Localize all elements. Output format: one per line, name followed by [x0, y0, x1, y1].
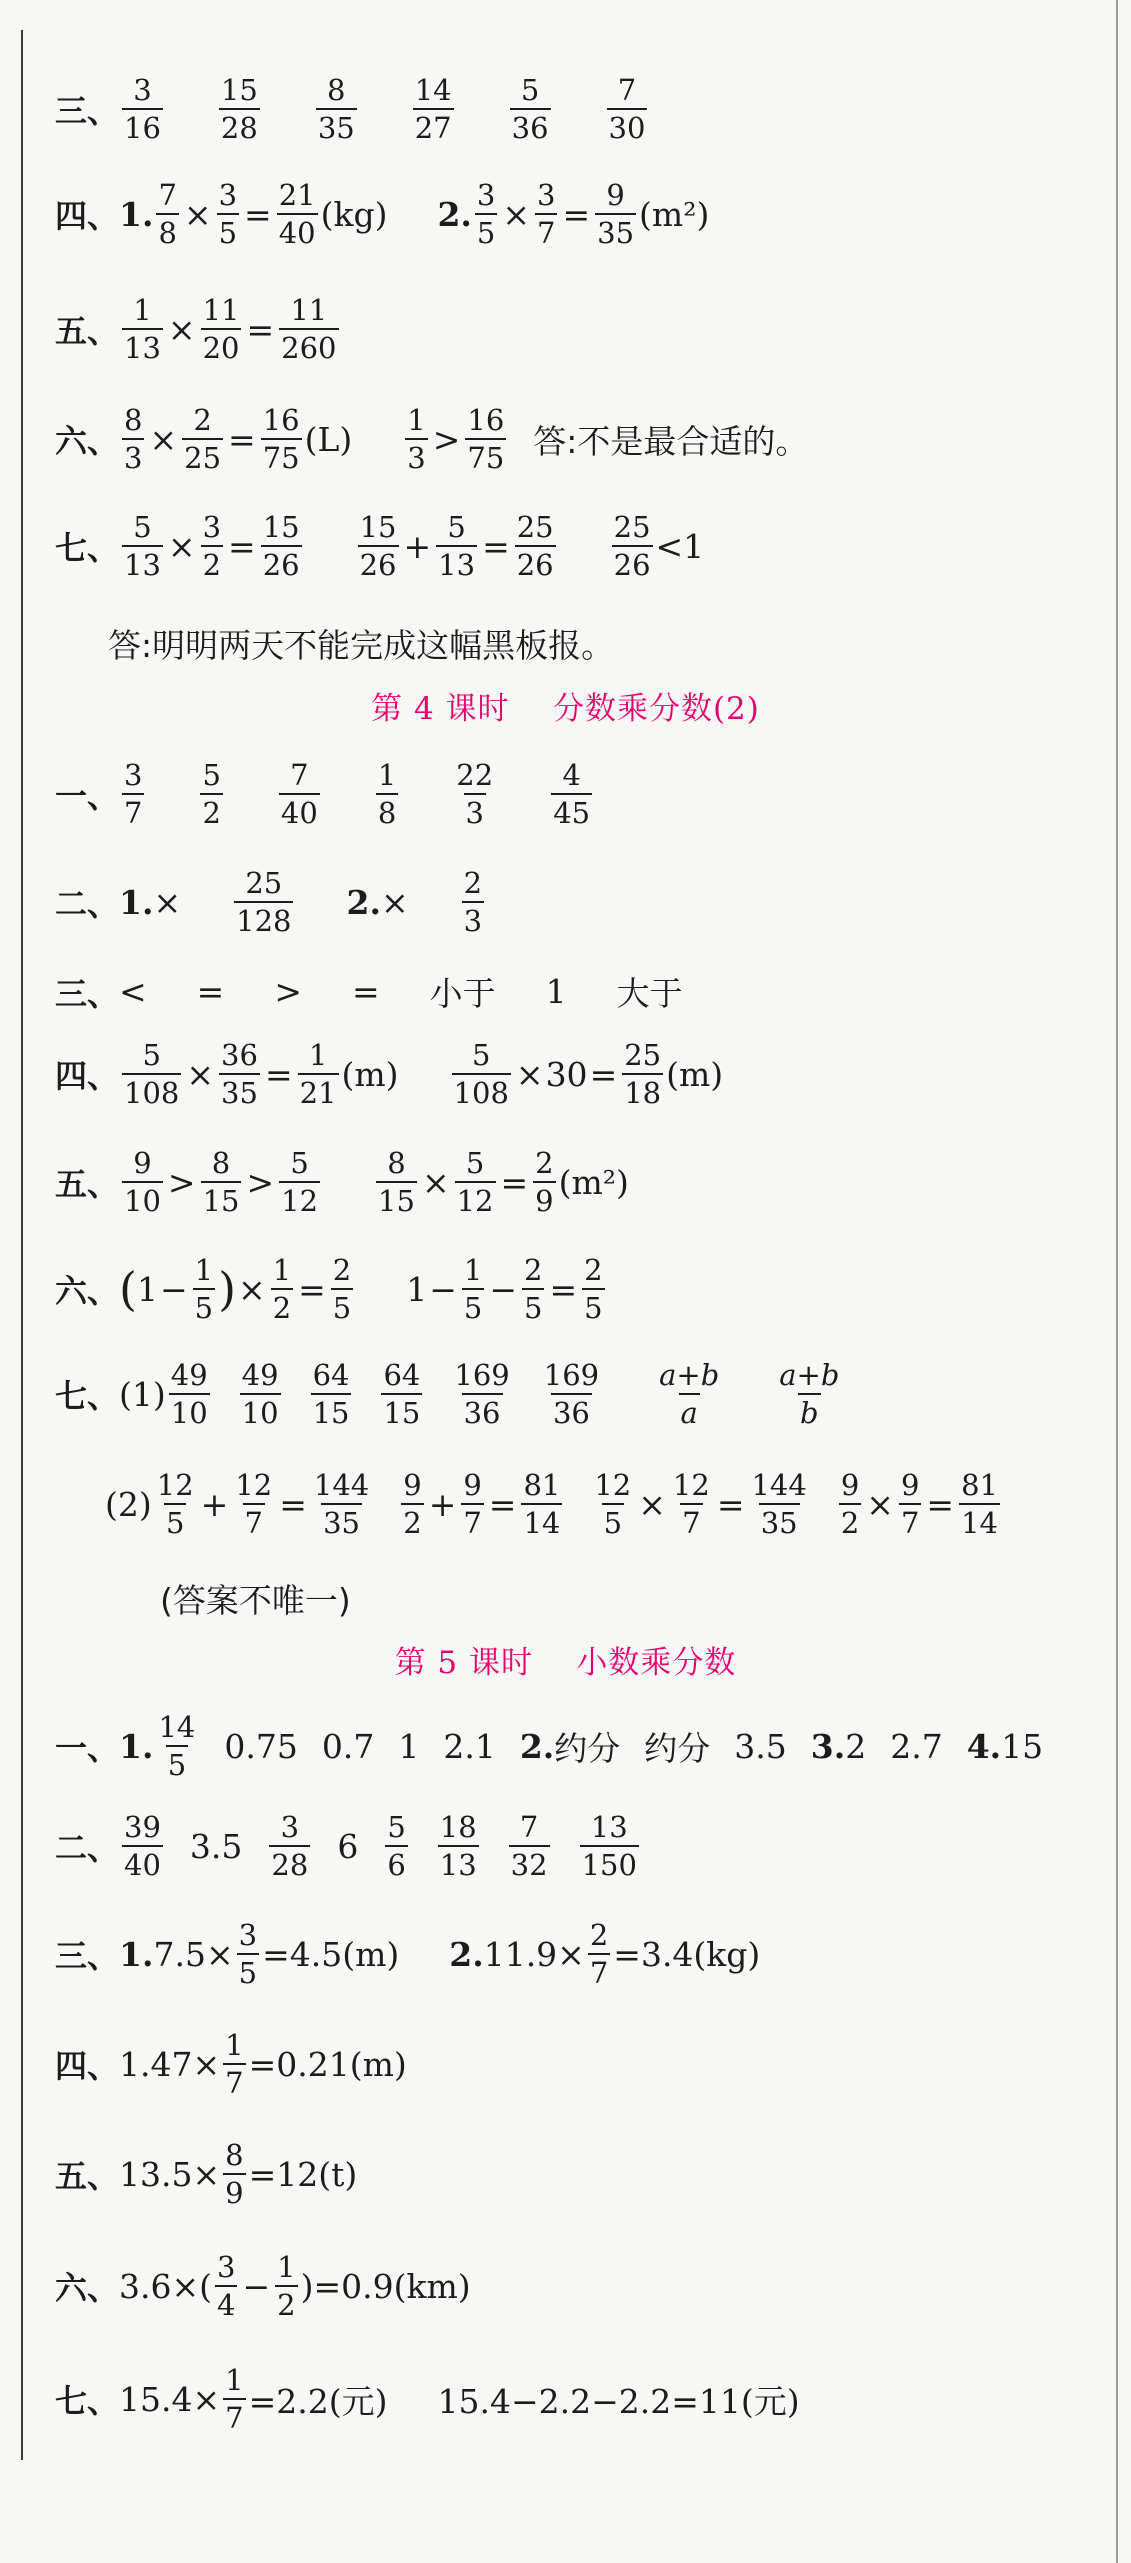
- fraction: $\frac{12}{7}$: [672, 1468, 710, 1541]
- fraction: $\frac{5}{13}$: [438, 510, 476, 583]
- fraction: $\frac{a+b}{b}$: [779, 1358, 840, 1431]
- fraction: $\frac{5}{6}$: [387, 1810, 406, 1883]
- section-label: 七、: [55, 2382, 120, 2421]
- fraction: $\frac{3}{16}$: [124, 73, 161, 146]
- l5-line-4: 四、 1.47× $\frac{1}{7}$ =0.21(m): [55, 2028, 407, 2101]
- section-label: 五、: [55, 1165, 120, 1204]
- fraction: $\frac{1}{13}$: [124, 293, 161, 366]
- fraction: $\frac{8}{15}$: [202, 1146, 240, 1219]
- problem-number: 1.: [119, 1726, 154, 1766]
- fraction: $\frac{64}{15}$: [312, 1358, 350, 1431]
- fraction: $\frac{81}{14}$: [523, 1468, 561, 1541]
- sub-number: (1): [119, 1374, 166, 1414]
- fraction: $\frac{12}{7}$: [235, 1468, 273, 1541]
- section-label: 六、: [55, 1272, 120, 1311]
- fraction: $\frac{25}{18}$: [624, 1038, 662, 1111]
- fraction: $\frac{18}{13}$: [439, 1810, 477, 1883]
- fraction: $\frac{3}{4}$: [217, 2250, 236, 2323]
- l5-line-5: 五、 13.5× $\frac{8}{9}$ =12(t): [55, 2138, 358, 2211]
- fraction: $\frac{5}{2}$: [202, 758, 221, 831]
- section-label: 七、: [55, 1377, 120, 1416]
- fraction: $\frac{3}{7}$: [537, 178, 556, 251]
- fraction: $\frac{9}{7}$: [463, 1468, 482, 1541]
- fraction: $\frac{36}{35}$: [221, 1038, 258, 1111]
- fraction: $\frac{7}{40}$: [280, 758, 318, 831]
- section-label: 二、: [55, 1829, 120, 1868]
- fraction: $\frac{1}{5}$: [194, 1253, 214, 1326]
- section-label: 三、: [55, 1937, 120, 1976]
- fraction: $\frac{1}{2}$: [277, 2250, 296, 2323]
- fraction: $\frac{13}{150}$: [581, 1810, 637, 1883]
- fraction: $\frac{81}{14}$: [961, 1468, 998, 1541]
- l5-line-1: 一、 1. $\frac{14}{5}$ 0.75 0.7 1 2.1 2. 约分 约分 3.5 3. 2 2.7 4. 15: [55, 1710, 1044, 1783]
- l5-line-7: 七、 15.4× $\frac{1}{7}$ =2.2(元) 15.4−2.2−2.2=11(元): [55, 2363, 800, 2436]
- section-label: 二、: [55, 885, 120, 924]
- l4-line-5: 五、 $\frac{9}{10}$ > $\frac{8}{15}$ > $\frac{5}{12}$ $\frac{8}{15}$ × $\frac{5}{12}$ = $\frac{2}{9}$ (m²): [55, 1146, 629, 1219]
- fraction: $\frac{16}{75}$: [467, 403, 505, 476]
- fraction: $\frac{2}{5}$: [584, 1253, 603, 1326]
- answer-text-7: 答:明明两天不能完成这幅黑板报。: [108, 626, 615, 665]
- fraction: $\frac{25}{26}$: [516, 510, 554, 583]
- l4-line-7-part2: (2) $\frac{12}{5}$ + $\frac{12}{7}$ = $\frac{144}{35}$ $\frac{9}{2}$ + $\frac{9}{7}$ = $\frac{81}{14}$ $\frac{12}{5}$ × $\frac{12}{7}$ = $\frac{144}{35}$ $\frac{9}{2}$ × $\frac{9}{7}$ = $\frac{81}{14}$: [105, 1468, 998, 1541]
- l4-line-4: 四、 $\frac{5}{108}$ × $\frac{36}{35}$ = $\frac{1}{21}$ (m) $\frac{5}{108}$ × 30 = $\frac{25}{18}$ (m): [55, 1038, 724, 1111]
- unit: (m): [341, 1054, 399, 1094]
- unit: (m): [666, 1054, 724, 1094]
- fraction: $\frac{7}{8}$: [158, 178, 177, 251]
- l4-line-6: 六、 ( 1 − $\frac{1}{5}$ ) × $\frac{1}{2}$ = $\frac{2}{5}$ 1 − $\frac{1}{5}$ − $\frac{2}{5}$ = $\frac{2}{5}$: [55, 1253, 603, 1326]
- fraction: $\frac{25}{26}$: [613, 510, 651, 583]
- lesson-heading: 第 4 课时 分数乘分数(2): [371, 691, 760, 727]
- answer-line-6: 六、 $\frac{8}{3}$ × $\frac{2}{25}$ = $\frac{16}{75}$ (L) $\frac{1}{3}$ > $\frac{16}{75}$ 答:不是最合适的。: [55, 403, 809, 476]
- fraction: $\frac{64}{15}$: [383, 1358, 421, 1431]
- answer-line-4: 四、 1. $\frac{7}{8}$ × $\frac{3}{5}$ = $\frac{21}{40}$ (kg) 2. $\frac{3}{5}$ × $\frac{3}{7}$ = $\frac{9}{35}$ (m²): [55, 178, 710, 251]
- fraction: $\frac{2}{5}$: [332, 1253, 352, 1326]
- problem-number: 2.: [346, 882, 381, 922]
- fraction: $\frac{11}{260}$: [281, 293, 337, 366]
- fraction: $\frac{3}{2}$: [202, 510, 222, 583]
- fraction: $\frac{2}{5}$: [524, 1253, 543, 1326]
- problem-number: 2.: [437, 194, 472, 234]
- fraction: $\frac{21}{40}$: [278, 178, 316, 251]
- cross-mark: ×: [153, 882, 182, 922]
- fraction: $\frac{8}{3}$: [124, 403, 143, 476]
- section-label: 四、: [55, 2047, 120, 2086]
- l4-line-2: [55, 868, 487, 937]
- fraction: $\frac{12}{5}$: [594, 1468, 632, 1541]
- cross-mark: ×: [380, 882, 409, 922]
- fraction: $\frac{5}{13}$: [124, 510, 161, 583]
- fraction: $\frac{1}{8}$: [377, 758, 397, 831]
- section-label: 一、: [55, 777, 120, 816]
- problem-number: 4.: [966, 1726, 1002, 1766]
- l4-line-1: [55, 760, 595, 829]
- section-label: 五、: [55, 312, 120, 351]
- comparison: <1: [655, 526, 705, 566]
- section-label: 六、: [55, 422, 120, 461]
- fraction: $\frac{5}{12}$: [281, 1146, 319, 1219]
- fraction: $\frac{5}{12}$: [456, 1146, 494, 1219]
- fraction: $\frac{3}{28}$: [271, 1810, 309, 1883]
- fraction: $\frac{49}{10}$: [241, 1358, 279, 1431]
- fraction: $\frac{169}{36}$: [543, 1358, 600, 1431]
- fraction: $\frac{11}{20}$: [202, 293, 240, 366]
- fraction: $\frac{25}{128}$: [236, 866, 292, 939]
- answer-line-3: [55, 75, 650, 144]
- fraction: $\frac{3}{7}$: [124, 758, 143, 831]
- fraction: $\frac{144}{35}$: [313, 1468, 370, 1541]
- problem-number: 3.: [810, 1726, 846, 1766]
- section-label: 六、: [55, 2269, 120, 2308]
- fraction: $\frac{8}{35}$: [317, 73, 355, 146]
- note-text: (答案不唯一): [160, 1581, 351, 1620]
- fraction: $\frac{3}{5}$: [218, 178, 238, 251]
- problem-number: 2.: [449, 1934, 484, 1974]
- fraction: $\frac{8}{15}$: [378, 1146, 415, 1219]
- sub-number: (2): [105, 1484, 152, 1524]
- section-label: 一、: [55, 1729, 120, 1768]
- section-label: 四、: [55, 1057, 120, 1096]
- l4-line-7-part1: [55, 1360, 844, 1429]
- l5-line-6: 六、 3.6×( $\frac{3}{4}$ − $\frac{1}{2}$ )=0.9(km): [55, 2250, 471, 2323]
- fraction: $\frac{4}{45}$: [553, 758, 591, 831]
- fraction: $\frac{1}{2}$: [272, 1253, 292, 1326]
- fraction: $\frac{5}{108}$: [453, 1038, 509, 1111]
- fraction: $\frac{1}{7}$: [225, 2363, 244, 2436]
- answer-line-5: 五、 $\frac{1}{13}$ × $\frac{11}{20}$ = $\frac{11}{260}$: [55, 293, 337, 366]
- fraction: $\frac{12}{5}$: [156, 1468, 194, 1541]
- fraction: $\frac{14}{27}$: [414, 73, 452, 146]
- answer-line-7: 七、 $\frac{5}{13}$ × $\frac{3}{2}$ = $\frac{15}{26}$ $\frac{15}{26}$ + $\frac{5}{13}$ = $\frac{25}{26}$ $\frac{25}{26}$ <1: [55, 510, 705, 583]
- fraction: $\frac{16}{75}$: [262, 403, 300, 476]
- fraction: $\frac{1}{3}$: [407, 403, 426, 476]
- unit: (m²): [558, 1162, 629, 1202]
- unit: (kg): [320, 194, 388, 234]
- fraction: $\frac{3}{5}$: [238, 1918, 258, 1991]
- l5-line-3: 三、 1. 7.5× $\frac{3}{5}$ =4.5(m) 2. 11.9× $\frac{2}{7}$ =3.4(kg): [55, 1918, 761, 1991]
- fraction: $\frac{3}{5}$: [476, 178, 496, 251]
- answer-text: 答:不是最合适的。: [533, 421, 809, 461]
- fraction: $\frac{15}{28}$: [220, 73, 258, 146]
- fraction: $\frac{2}{25}$: [184, 403, 222, 476]
- problem-number: 1.: [119, 882, 154, 922]
- fraction: $\frac{15}{26}$: [262, 510, 300, 583]
- fraction: $\frac{15}{26}$: [359, 510, 397, 583]
- fraction: $\frac{2}{7}$: [589, 1918, 609, 1991]
- section-label: 三、: [55, 974, 120, 1013]
- fraction: $\frac{5}{108}$: [124, 1038, 180, 1111]
- fraction: $\frac{5}{36}$: [511, 73, 549, 146]
- section-label: 四、: [55, 197, 120, 236]
- fraction: $\frac{1}{21}$: [299, 1038, 337, 1111]
- fraction: $\frac{2}{3}$: [463, 866, 483, 939]
- fraction: $\frac{9}{10}$: [124, 1146, 161, 1219]
- fraction: $\frac{9}{2}$: [840, 1468, 860, 1541]
- fraction: $\frac{9}{7}$: [900, 1468, 920, 1541]
- lesson-heading: 第 5 课时 小数乘分数: [394, 1645, 737, 1681]
- problem-number: 2.: [519, 1726, 555, 1766]
- fraction: $\frac{169}{36}$: [454, 1358, 510, 1431]
- left-margin-rule: [21, 30, 23, 2460]
- fraction: $\frac{1}{5}$: [463, 1253, 483, 1326]
- unit: (L): [304, 419, 353, 459]
- fraction: $\frac{9}{35}$: [597, 178, 635, 251]
- fraction: $\frac{7}{32}$: [510, 1810, 548, 1883]
- fraction: $\frac{a+b}{a}$: [659, 1358, 720, 1431]
- l4-line-3: 三、 < = > = 小于 1 大于: [55, 968, 683, 1015]
- right-margin-rule: [1116, 0, 1118, 2563]
- fraction: $\frac{2}{9}$: [535, 1146, 554, 1219]
- fraction: $\frac{14}{5}$: [158, 1710, 196, 1783]
- fraction: $\frac{39}{40}$: [124, 1810, 161, 1883]
- problem-number: 1.: [119, 194, 154, 234]
- fraction: $\frac{7}{30}$: [608, 73, 646, 146]
- problem-number: 1.: [119, 1934, 154, 1974]
- section-label: 五、: [55, 2157, 120, 2196]
- fraction: $\frac{49}{10}$: [170, 1358, 208, 1431]
- fraction: $\frac{22}{3}$: [456, 758, 494, 831]
- fraction: $\frac{1}{7}$: [225, 2028, 244, 2101]
- section-label: 七、: [55, 529, 120, 568]
- fraction: $\frac{144}{35}$: [751, 1468, 807, 1541]
- section-label: 三、: [55, 92, 120, 131]
- unit: (m²): [639, 194, 710, 234]
- fraction: $\frac{8}{9}$: [225, 2138, 244, 2211]
- fraction: $\frac{9}{2}$: [403, 1468, 422, 1541]
- l5-line-2: 二、 $\frac{39}{40}$ 3.5 $\frac{3}{28}$ 6 $\frac{5}{6}$ $\frac{18}{13}$ $\frac{7}{32}$ $\frac{13}{150}$: [55, 1810, 637, 1883]
